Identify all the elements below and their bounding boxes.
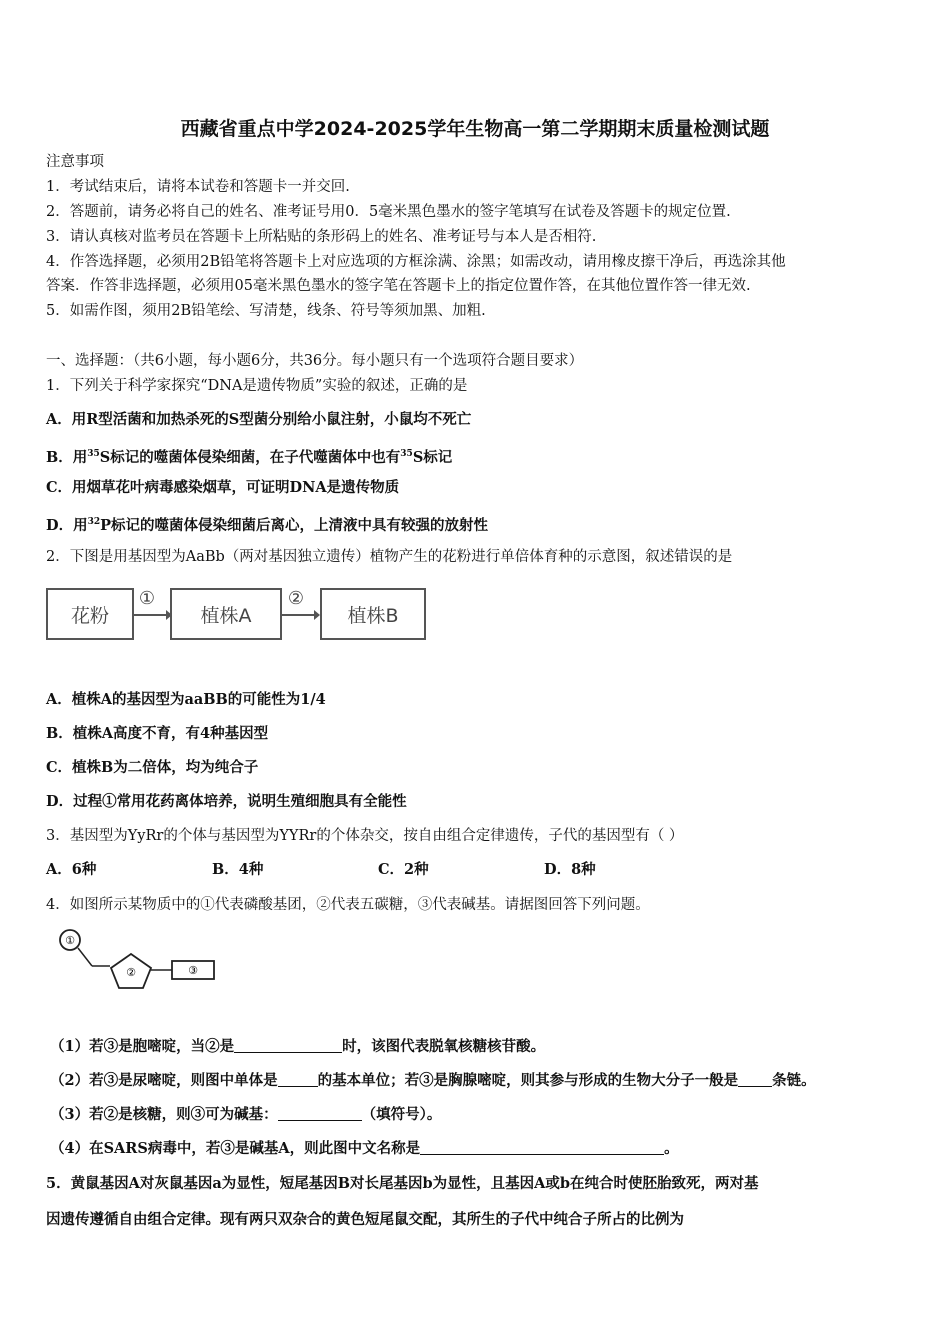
q1-option-d: D．用$^{32}$P标记的噬菌体侵染细菌后离心，上清液中具有较强的放射性 — [46, 517, 489, 534]
q3-stem: 3．基因型为YyRr的个体与基因型为YYRr的个体杂交，按自由组合定律遗传，子代的基因型有（ ） — [46, 828, 684, 844]
answer-blank[interactable] — [278, 1072, 318, 1087]
answer-blank[interactable] — [420, 1140, 664, 1155]
q2-option-d: D．过程①常用花药离体培养，说明生殖细胞具有全能性 — [46, 793, 407, 810]
q2-option-c: C．植株B为二倍体，均为纯合子 — [46, 759, 259, 776]
nucleotide-diagram — [54, 928, 224, 994]
notice-item: 5．如需作图，须用2B铅笔绘、写清楚，线条、符号等须加黑、加粗. — [46, 303, 486, 319]
flow-box-pollen: 花粉 — [46, 588, 134, 640]
notice-item: 2．答题前，请务必将自己的姓名、准考证号用0．5毫米黑色墨水的签字笔填写在试卷及答题卡的规定位置. — [46, 204, 731, 220]
q4-stem: 4．如图所示某物质中的①代表磷酸基团，②代表五碳糖，③代表碱基。请据图回答下列问题。 — [46, 897, 650, 913]
q3-option-a: A．6种 — [46, 861, 97, 878]
q3-option-c: C．2种 — [378, 861, 429, 878]
breeding-flow-diagram — [46, 588, 446, 648]
notice-item: 1．考试结束后，请将本试卷和答题卡一并交回. — [46, 179, 350, 195]
q2-option-b: B．植株A高度不育，有4种基因型 — [46, 725, 269, 742]
notice-heading: 注意事项 — [46, 154, 104, 170]
answer-blank[interactable] — [278, 1106, 362, 1121]
label-phosphate: ① — [65, 934, 75, 947]
notice-item: 答案．作答非选择题，必须用05毫米黑色墨水的签字笔在答题卡上的指定位置作答，在其他位置作答一律无效. — [46, 278, 751, 294]
label-base: ③ — [188, 964, 198, 977]
flow-box-plant-a: 植株A — [170, 588, 282, 640]
q1-stem: 1．下列关于科学家探究“DNA是遗传物质”实验的叙述，正确的是 — [46, 378, 468, 394]
answer-blank[interactable] — [738, 1072, 772, 1087]
flow-step-1: ① — [138, 588, 156, 609]
q2-stem: 2．下图是用基因型为AaBb（两对基因独立遗传）植物产生的花粉进行单倍体育种的示意图，叙述错误的是 — [46, 549, 733, 565]
q5-stem-line-2: 因遗传遵循自由组合定律。现有两只双杂合的黄色短尾鼠交配，其所生的子代中纯合子所占的比例为 — [46, 1211, 684, 1228]
page-title: 西藏省重点中学2024-2025学年生物高一第二学期期末质量检测试题 — [180, 118, 770, 140]
q5-stem-line-1: 5．黄鼠基因A对灰鼠基因a为显性，短尾基因B对长尾基因b为显性，且基因A或b在纯合时使胚胎致死，两对基 — [46, 1175, 759, 1192]
q2-option-a: A．植株A的基因型为aaBB的可能性为1/4 — [46, 691, 326, 708]
q4-part-4: （4）在SARS病毒中，若③是碱基A，则此图中文名称是 。 — [50, 1140, 679, 1157]
q1-option-a: A．用R型活菌和加热杀死的S型菌分别给小鼠注射，小鼠均不死亡 — [46, 411, 472, 428]
flow-box-plant-b: 植株B — [320, 588, 426, 640]
label-sugar: ② — [126, 966, 136, 979]
flow-step-2: ② — [287, 588, 305, 609]
section-heading: 一、选择题：（共6小题，每小题6分，共36分。每小题只有一个选项符合题目要求） — [46, 353, 584, 369]
q3-option-d: D．8种 — [544, 861, 596, 878]
q3-options — [46, 860, 596, 880]
q4-part-3: （3）若②是核糖，则③可为碱基： （填符号）。 — [50, 1106, 442, 1123]
q4-part-2: （2）若③是尿嘧啶，则图中单体是 的基本单位；若③是胸腺嘧啶，则其参与形成的生物大分子一般是 条链。 — [50, 1072, 816, 1089]
q1-option-b: B．用$^{35}$S标记的噬菌体侵染细菌，在子代噬菌体中也有$^{35}$S标记 — [46, 449, 453, 466]
q4-part-1: （1）若③是胞嘧啶，当②是 时，该图代表脱氧核糖核苷酸。 — [50, 1038, 546, 1055]
notice-item: 3．请认真核对监考员在答题卡上所粘贴的条形码上的姓名、准考证号与本人是否相符. — [46, 229, 597, 245]
notice-item: 4．作答选择题，必须用2B铅笔将答题卡上对应选项的方框涂满、涂黑；如需改动，请用橡皮擦干净后，再选涂其他 — [46, 254, 786, 270]
answer-blank[interactable] — [234, 1038, 342, 1053]
q3-option-b: B．4种 — [212, 861, 264, 878]
q1-option-c: C．用烟草花叶病毒感染烟草，可证明DNA是遗传物质 — [46, 479, 400, 496]
